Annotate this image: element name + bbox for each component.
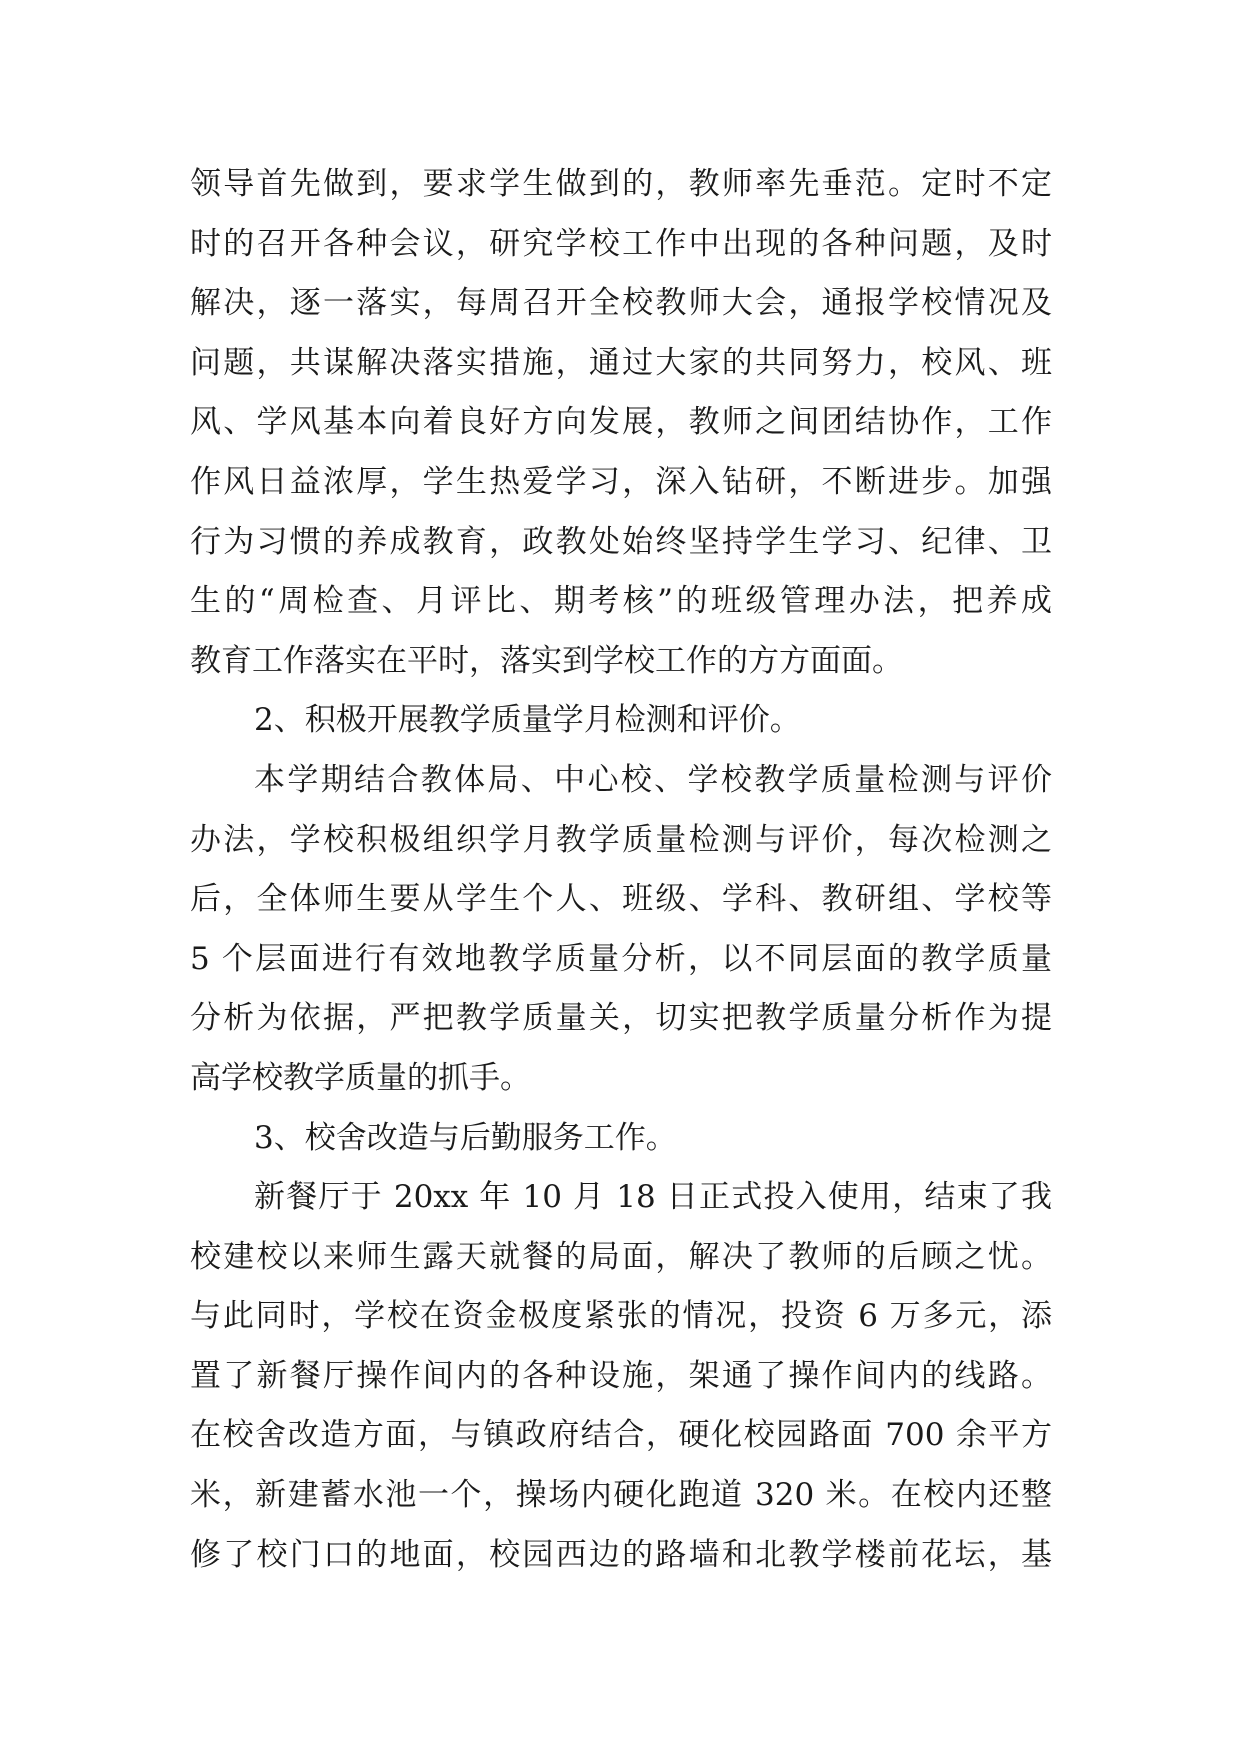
document-body bbox=[190, 155, 1052, 1585]
text-line: 5 个层面进行有效地教学质量分析，以不同层面的教学质量 bbox=[190, 940, 1052, 977]
text-line: 教育工作落实在平时，落实到学校工作的方方面面。 bbox=[190, 642, 903, 679]
text-line: 解决，逐一落实，每周召开全校教师大会，通报学校情况及 bbox=[190, 285, 1052, 322]
section-heading: 3、校舍改造与后勤服务工作。 bbox=[254, 1119, 677, 1156]
text-line: 分析为依据，严把教学质量关，切实把教学质量分析作为提 bbox=[190, 1000, 1052, 1037]
text-line: 生的“周检查、月评比、期考核”的班级管理办法，把养成 bbox=[190, 583, 1052, 620]
text-line: 问题，共谋解决落实措施，通过大家的共同努力，校风、班 bbox=[190, 344, 1052, 381]
text-line: 风、学风基本向着良好方向发展，教师之间团结协作，工作 bbox=[190, 404, 1052, 441]
text-line: 新餐厅于 20xx 年 10 月 18 日正式投入使用，结束了我 bbox=[254, 1179, 1052, 1216]
text-line: 在校舍改造方面，与镇政府结合，硬化校园路面 700 余平方 bbox=[190, 1417, 1052, 1454]
text-line: 领导首先做到，要求学生做到的，教师率先垂范。定时不定 bbox=[190, 166, 1052, 202]
text-line: 行为习惯的养成教育，政教处始终坚持学生学习、纪律、卫 bbox=[190, 523, 1052, 560]
section-heading: 2、积极开展教学质量学月检测和评价。 bbox=[254, 702, 801, 739]
text-line: 本学期结合教体局、中心校、学校教学质量检测与评价 bbox=[254, 761, 1052, 798]
text-line: 米，新建蓄水池一个，操场内硬化跑道 320 米。在校内还整 bbox=[190, 1477, 1052, 1514]
text-line: 办法，学校积极组织学月教学质量检测与评价，每次检测之 bbox=[190, 821, 1052, 858]
text-line: 作风日益浓厚，学生热爱学习，深入钻研，不断进步。加强 bbox=[190, 463, 1052, 500]
text-line: 高学校教学质量的抓手。 bbox=[190, 1059, 531, 1096]
text-line: 时的召开各种会议，研究学校工作中出现的各种问题，及时 bbox=[190, 225, 1052, 262]
text-line: 后，全体师生要从学生个人、班级、学科、教研组、学校等 bbox=[190, 881, 1052, 918]
text-line: 与此同时，学校在资金极度紧张的情况，投资 6 万多元，添 bbox=[190, 1298, 1052, 1335]
text-line: 置了新餐厅操作间内的各种设施，架通了操作间内的线路。 bbox=[190, 1357, 1052, 1394]
text-line: 修了校门口的地面，校园西边的路墙和北教学楼前花坛，基 bbox=[190, 1536, 1052, 1573]
text-line: 校建校以来师生露天就餐的局面，解决了教师的后顾之忧。 bbox=[190, 1238, 1052, 1275]
